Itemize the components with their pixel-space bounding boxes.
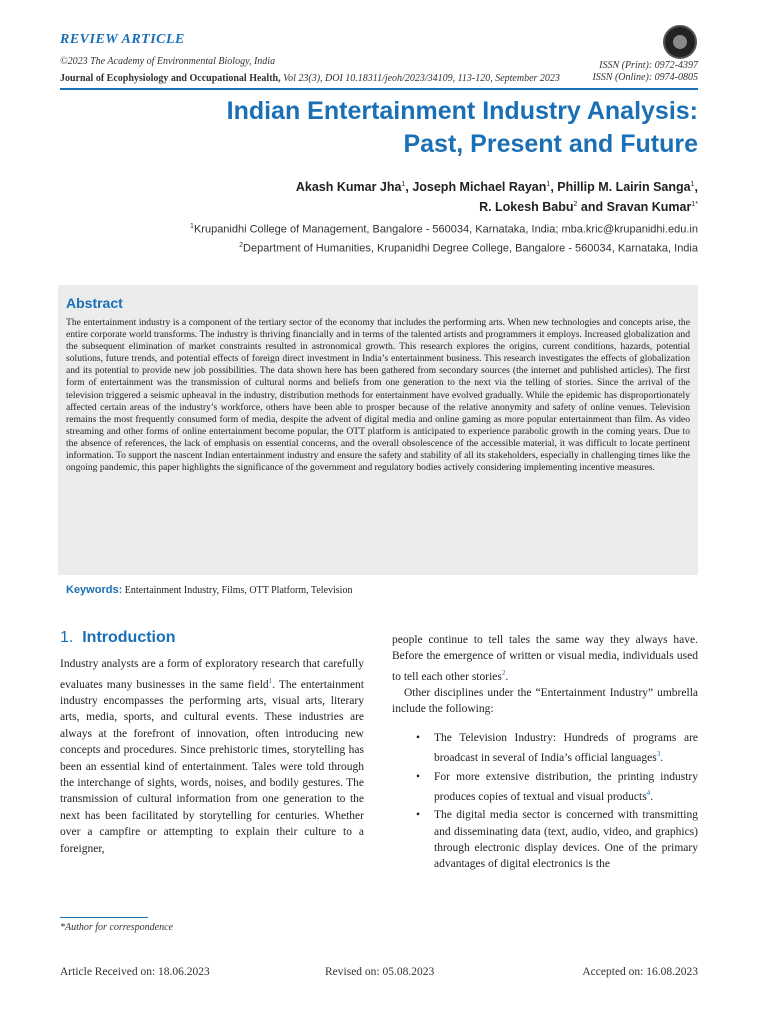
paper-title: Indian Entertainment Industry Analysis: Past, Present and Future [226,97,698,158]
abstract-box [58,285,698,575]
issn-print: ISSN (Print): 0972-4397 [599,60,698,71]
issn-block [592,60,698,84]
academy-seal-icon [663,25,697,59]
footnote-divider [60,917,148,918]
intro-paragraph-1: Industry analysts are a form of exploratory research that carefully evaluates many businesses in the same field$^1$. The entertainment industry encompasses the performing arts, visual arts, literary arts, media, sports, and cultural events. These industries are always at the forefront of innovation, often introducing new concepts and procedures. Since prehistoric times, storytelling has been an essential kind of entertainment. Tales were told through the interchange of sights, words, noises, and bodily gestures. The transmission of cultural information from one generation to the next has been facilitated by storytelling for centuries. Whether over a campfire or attempting to explain their culture to a foreigner, [60,658,364,855]
intro-paragraph-1-continued: people continue to tell tales the same way they always have. Before the emergence of written or visual media, individuals used to tell each other stories$^2$. [392,634,698,683]
issn-online: ISSN (Online): 0974-0805 [592,72,698,83]
abstract-heading: Abstract [66,295,123,311]
section-heading-introduction: 1. Introduction [60,629,176,646]
correspondence-footnote: *Author for correspondence [60,922,173,933]
article-type-label: REVIEW ARTICLE [60,32,185,47]
header-divider [60,88,698,90]
left-column [60,630,364,857]
discipline-list [392,730,698,873]
intro-paragraph-2: Other disciplines under the “Entertainment Industry” umbrella include the following: [392,687,698,716]
keywords: Keywords: Entertainment Industry, Films, OTT Platform, Television [66,584,353,596]
list-item: • For more extensive distribution, the printing industry produces copies of textual and visual products$^4$. [416,769,698,806]
right-column [392,632,698,875]
affiliation-2: $^2$Department of Humanities, Krupanidhi Degree College, Bangalore - 560034, Karnataka, India [239,241,698,255]
list-item: • The digital media sector is concerned with transmitting and disseminating data (text, audio, video, and graphics) through electronic display devices. One of the primary advantages of digital electronics is the [416,807,698,873]
author-list: Akash Kumar Jha$^1$, Joseph Michael Rayan$^1$, Phillip M. Lairin Sanga$^1$, R. Lokesh Babu$^2$ and Sravan Kumar$^{1*}$ [295,180,698,215]
journal-citation: Journal of Ecophysiology and Occupational Health, Vol 23(3), DOI 10.18311/jeoh/2023/34109, 113-120, September 2023 [60,73,560,84]
affiliations [190,219,698,256]
list-item: • The Television Industry: Hundreds of programs are broadcast in several of India’s official languages$^3$. [416,730,698,767]
abstract-text: The entertainment industry is a component of the tertiary sector of the economy that includes the performing arts. When new technologies and concepts arise, the entire corporate world transforms. The industry is thriving financially and in terms of the talented artists and programmers it employs. Increased globalization and the subsequent elimination of market constraints resulted in astronomical growth. This research explores the origins, current conditions, hazards, potential solutions, future trends, and potential effects of foreign direct investment in India’s entertainment business. This research investigates the effects of globalization and its potential to provide new job possibilities. The data shown here has been gathered from secondary sources (the internet and published articles). The first form of entertainment was the transmission of cultural norms and beliefs from one generation to the next via the telling of stories. Since the arrival of the television triggered a seismic upheaval in the industry, distribution methods for entertainment have evolved gradually. While the epidemic has disproportionately affected certain areas of the industry’s workforce, others have been able to prosper because of the relative anonymity and safety of online venues. Television remains the most frequently consumed form of media, despite the advent of digital media and online gaming as more popular entertainment than film. As video streaming and other forms of online entertainment become popular, the OTT platform is anticipated to experience parabolic growth in the coming years. Due to the absence of references, the lack of emphasis on essential concerns, and the overall obsolescence of the accessible material, it was difficult to locate pertinent information. To support the nascent Indian entertainment industry and ensure the safety and stability of all its stakeholders, especially in challenging times like the ongoing pandemic, this paper highlights the significance of the government and regulatory bodies actively considering implementing incentive measures. [66,317,690,474]
received-date: Article Received on: 18.06.2023 [60,966,210,978]
copyright-line: ©2023 The Academy of Environmental Biology, India [60,56,276,67]
affiliation-1: $^1$Krupanidhi College of Management, Bangalore - 560034, Karnataka, India; mba.kric@krupanidhi.edu.in [190,223,698,236]
accepted-date: Accepted on: 16.08.2023 [582,966,698,978]
revised-date: Revised on: 05.08.2023 [325,966,435,978]
